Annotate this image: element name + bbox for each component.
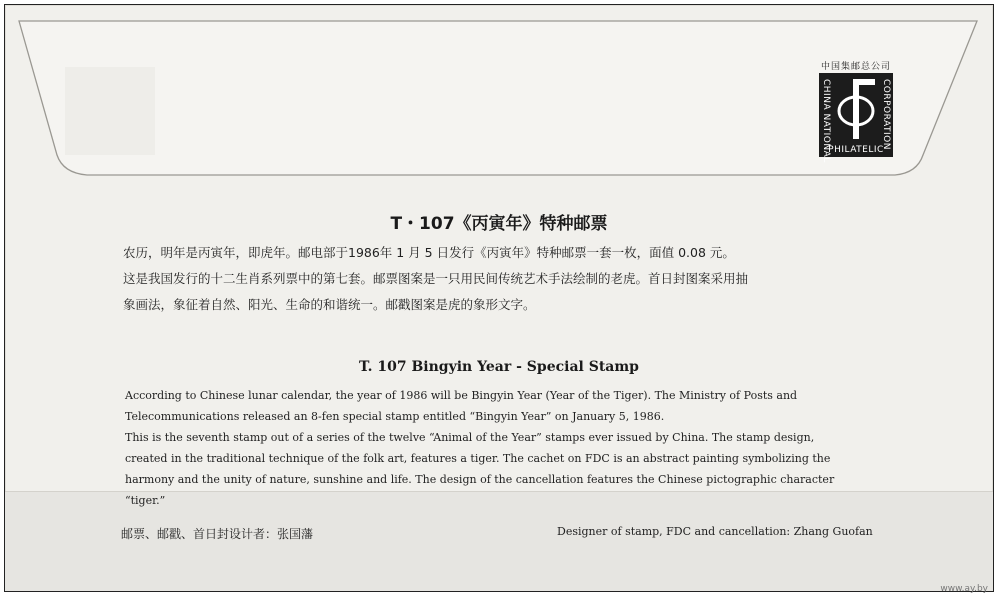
logo-bottom-text: PHILATELIC (828, 145, 884, 155)
logo-right-text: CORPORATION (881, 79, 891, 150)
designer-chinese: 邮票、邮戳、首日封设计者：张国藩 (121, 527, 314, 541)
english-line-3: This is the seventh stamp out of a series of the twelve “Animal of the Year” stamps ever issued by China. The stamp design, (125, 431, 815, 444)
chinese-title: T・107《丙寅年》特种邮票 (390, 214, 608, 234)
english-line-6: “tiger.” (125, 494, 166, 507)
chinese-line-3: 象画法，象征着自然、阳光、生命的和谐统一。邮戳图案是虎的象形文字。 (123, 297, 536, 312)
chinese-line-1: 农历，明年是丙寅年，即虎年。邮电部于1986年 1 月 5 日发行《丙寅年》特种邮票一套一枚，面值 0.08 元。 (123, 245, 735, 260)
english-line-5: harmony and the unity of nature, sunshine and life. The design of the cancellation features the Chinese pictographic character (125, 473, 835, 486)
logo-top-text: 中国集邮总公司 (820, 62, 891, 72)
english-title: T. 107 Bingyin Year - Special Stamp (359, 359, 639, 375)
flap-patch (65, 67, 155, 155)
chinese-line-2: 这是我国发行的十二生肖系列票中的第七套。邮票图案是一只用民间传统艺术手法绘制的老虎。首日封图案采用抽 (123, 271, 749, 286)
logo-box (819, 73, 893, 163)
designer-english: Designer of stamp, FDC and cancellation: Zhang Guofan (557, 525, 873, 538)
philatelic-logo (811, 59, 901, 163)
english-line-4: created in the traditional technique of the folk art, features a tiger. The cachet on FDC is an abstract painting symbolizing the (125, 452, 831, 465)
envelope-back (4, 4, 994, 592)
watermark: www.ay.by (940, 584, 988, 594)
english-line-2: Telecommunications released an 8-fen special stamp entitled “Bingyin Year” on January 5, 1986. (125, 410, 665, 423)
logo-left-text: CHINA NATIONAL (821, 79, 831, 163)
english-line-1: According to Chinese lunar calendar, the year of 1986 will be Bingyin Year (Year of the Tiger). The Ministry of Posts and (125, 389, 798, 402)
